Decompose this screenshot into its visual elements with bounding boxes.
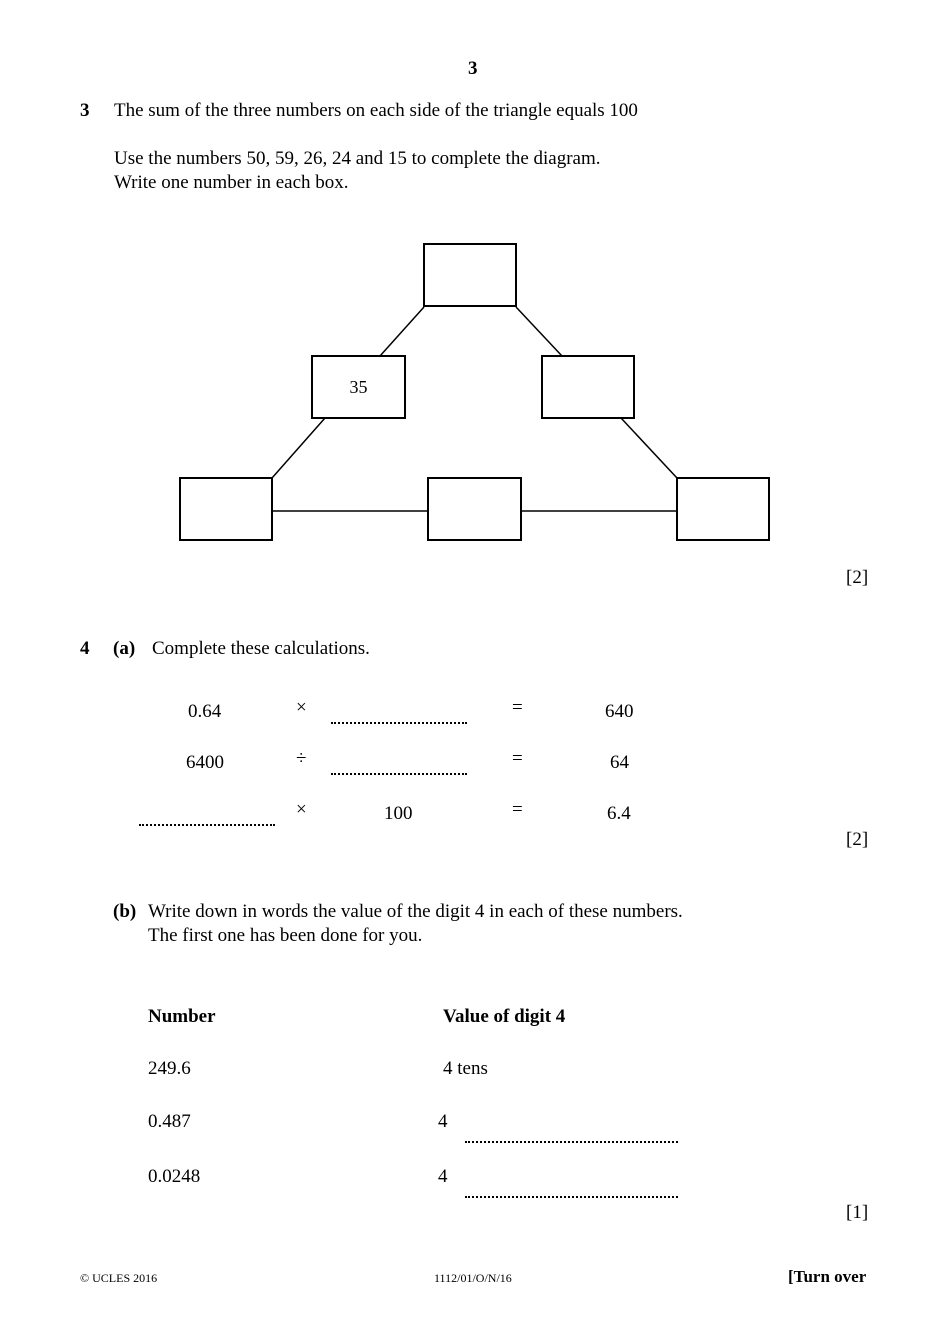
box-bottom-right[interactable] (676, 477, 770, 541)
table-row3-answer-line[interactable] (465, 1196, 678, 1198)
footer-copyright: © UCLES 2016 (80, 1271, 158, 1285)
q4b-prompt-1: Write down in words the value of the digit 4 in each of these numbers. (148, 901, 683, 922)
footer-turn-over: [Turn over (788, 1267, 867, 1286)
calc-row3-answer-line[interactable] (139, 824, 275, 826)
box-mid-left: 35 (311, 355, 406, 419)
edge-mid-right (621, 418, 677, 478)
table-row3-number: 0.0248 (148, 1166, 201, 1187)
table-row3-value: 4 (438, 1166, 448, 1187)
calc-row3-eq: = (512, 799, 523, 820)
box-top[interactable] (423, 243, 517, 307)
q4a-marks: [2] (846, 829, 869, 850)
q3-marks: [2] (846, 567, 869, 588)
table-row2-answer-line[interactable] (465, 1141, 678, 1143)
calc-row2-left: 6400 (186, 752, 224, 773)
box-bottom-middle[interactable] (427, 477, 522, 541)
calc-row2-result: 64 (610, 752, 629, 773)
table-row2-number: 0.487 (148, 1111, 191, 1132)
calc-row2-eq: = (512, 748, 523, 769)
q4b-label: (b) (113, 901, 137, 922)
calc-row3-op: × (296, 799, 307, 820)
calc-row1-result: 640 (605, 701, 634, 722)
box-bottom-left[interactable] (179, 477, 273, 541)
q4a-label: (a) (113, 638, 136, 659)
calc-row3-middle: 100 (384, 803, 413, 824)
q3-instruction-1: Use the numbers 50, 59, 26, 24 and 15 to complete the diagram. (114, 148, 601, 169)
calc-row2-answer-line[interactable] (331, 773, 467, 775)
box-mid-right[interactable] (541, 355, 635, 419)
page-number: 3 (468, 58, 478, 79)
table-header-number: Number (148, 1006, 216, 1027)
calc-row1-answer-line[interactable] (331, 722, 467, 724)
edge-top-right (516, 307, 562, 356)
edge-mid-left (272, 418, 325, 478)
calc-row1-eq: = (512, 697, 523, 718)
q3-number: 3 (80, 100, 90, 121)
q4-number: 4 (80, 638, 90, 659)
calc-row1-op: × (296, 697, 307, 718)
calc-row1-left: 0.64 (188, 701, 222, 722)
q3-statement: The sum of the three numbers on each side of the triangle equals 100 (114, 100, 638, 121)
calc-row2-op: ÷ (296, 748, 307, 769)
footer-code: 1112/01/O/N/16 (434, 1271, 512, 1285)
table-row1-number: 249.6 (148, 1058, 191, 1079)
edge-top-left (380, 307, 424, 356)
q4a-prompt: Complete these calculations. (152, 638, 370, 659)
q4b-prompt-2: The first one has been done for you. (148, 925, 423, 946)
q4b-marks: [1] (846, 1202, 869, 1223)
table-row1-value: 4 tens (443, 1058, 488, 1079)
calc-row3-result: 6.4 (607, 803, 631, 824)
q3-instruction-2: Write one number in each box. (114, 172, 349, 193)
table-row2-value: 4 (438, 1111, 448, 1132)
table-header-value: Value of digit 4 (443, 1006, 566, 1027)
